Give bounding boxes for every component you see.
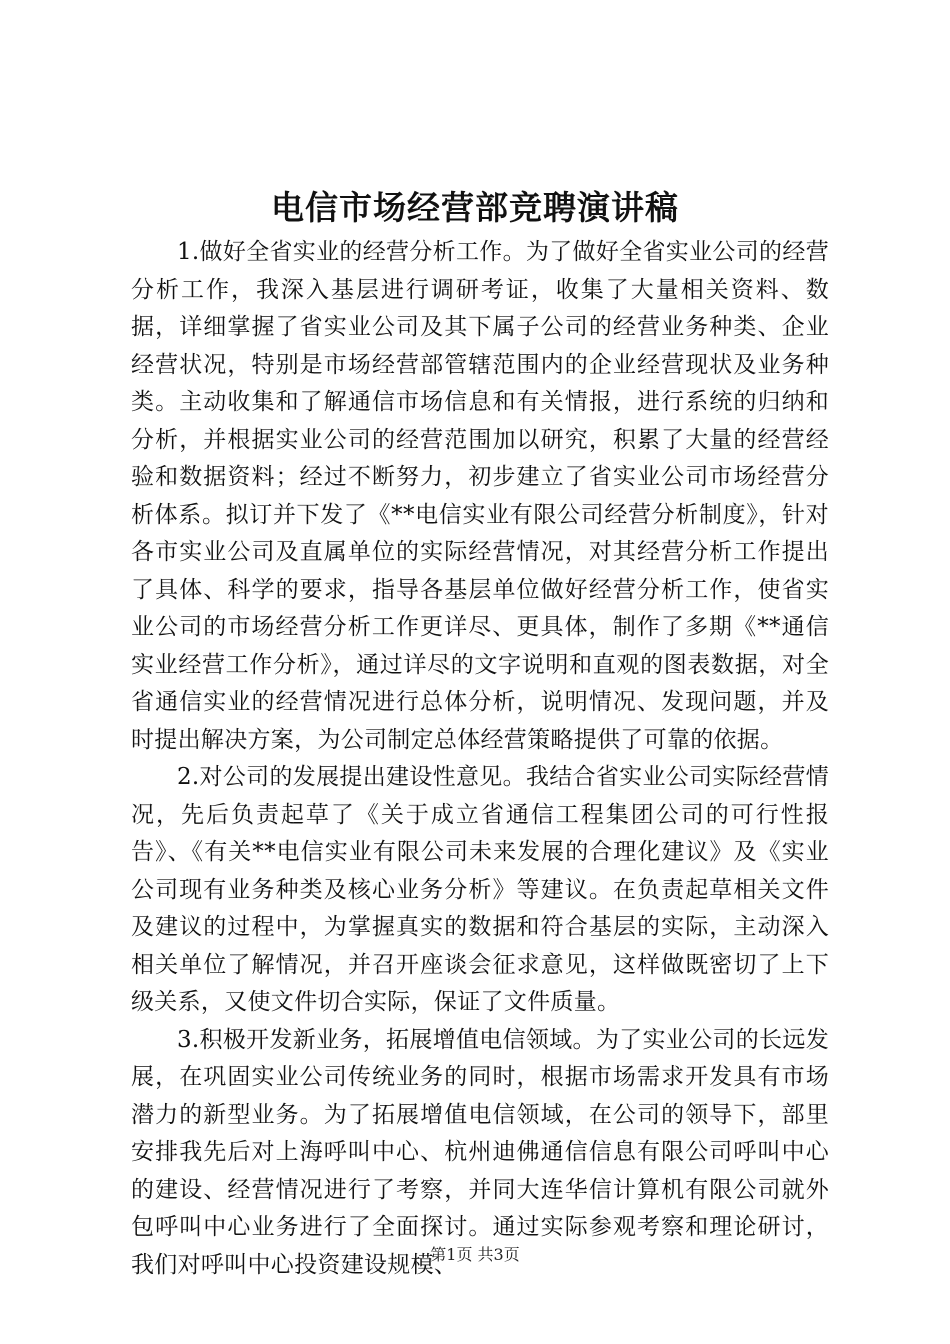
document-title: 电信市场经营部竞聘演讲稿 — [271, 188, 679, 227]
document-body — [131, 234, 829, 1284]
paragraph-3: 3.积极开发新业务，拓展增值电信领域。为了实业公司的长远发展，在巩固实业公司传统业务的同时，根据市场需求开发具有市场潜力的新型业务。为了拓展增值电信领域，在公司的领导下，部里安排我先后对上海呼叫中心、杭州迪佛通信信息有限公司呼叫中心的建设、经营情况进行了考察，并同大连华信计算机有限公司就外包呼叫中心业务进行了全面探讨。通过实际参观考察和理论研讨，我们对呼叫中心投资建设规模、 — [131, 1026, 829, 1278]
paragraph-1: 1.做好全省实业的经营分析工作。为了做好全省实业公司的经营分析工作，我深入基层进行调研考证，收集了大量相关资料、数据，详细掌握了省实业公司及其下属子公司的经营业务种类、企业经营状况，特别是市场经营部管辖范围内的企业经营现状及业务种类。主动收集和了解通信市场信息和有关情报，进行系统的归纳和分析，并根据实业公司的经营范围加以研究，积累了大量的经营经验和数据资料；经过不断努力，初步建立了省实业公司市场经营分析体系。拟订并下发了《**电信实业有限公司经营分析制度》，针对各市实业公司及直属单位的实际经营情况，对其经营分析工作提出了具体、科学的要求，指导各基层单位做好经营分析工作，使省实业公司的市场经营分析工作更详尽、更具体，制作了多期《**通信实业经营工作分析》，通过详尽的文字说明和直观的图表数据，对全省通信实业的经营情况进行总体分析，说明情况、发现问题，并及时提出解决方案，为公司制定总体经营策略提供了可靠的依据。 — [131, 239, 829, 753]
paragraph-2: 2.对公司的发展提出建设性意见。我结合省实业公司实际经营情况，先后负责起草了《关于成立省通信工程集团公司的可行性报告》、《有关**电信实业有限公司未来发展的合理化建议》及《实业公司现有业务种类及核心业务分析》等建议。在负责起草相关文件及建议的过程中，为掌握真实的数据和符合基层的实际，主动深入相关单位了解情况，并召开座谈会征求意见，这样做既密切了上下级关系，又使文件切合实际，保证了文件质量。 — [131, 764, 829, 1015]
page-number-footer: 第1页 共3页 — [430, 1245, 520, 1264]
